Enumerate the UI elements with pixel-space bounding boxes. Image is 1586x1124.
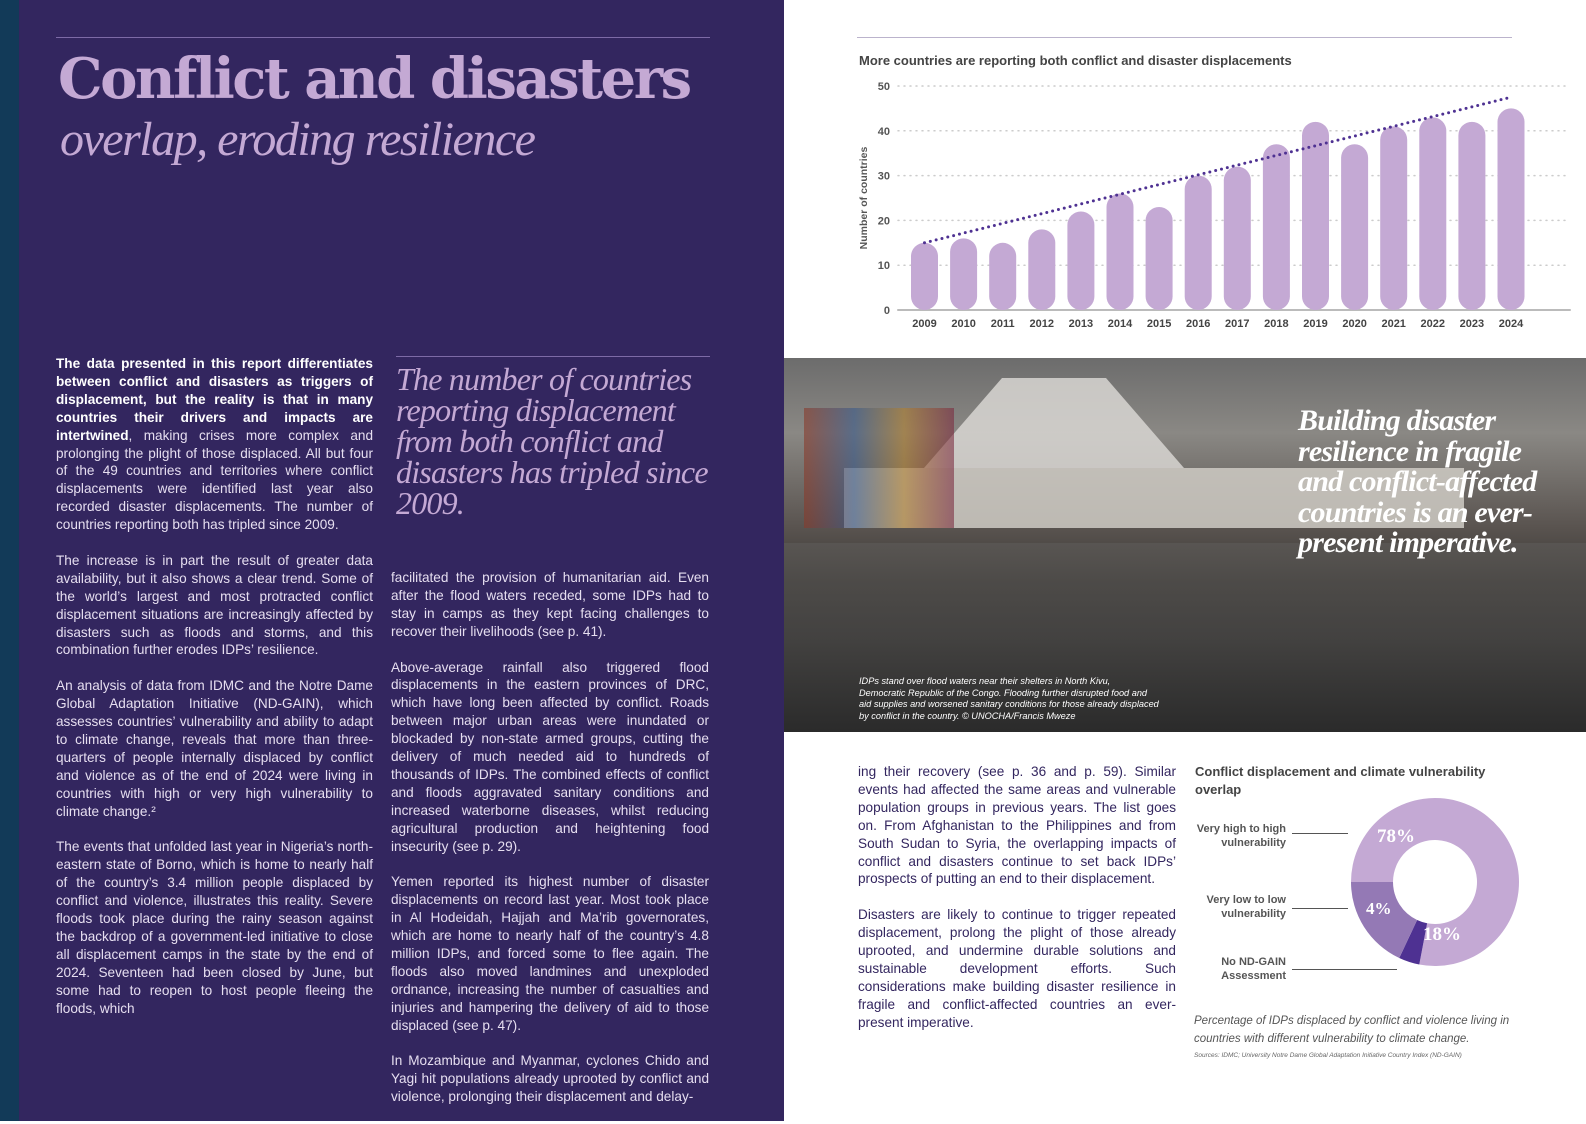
divider: [857, 37, 1512, 38]
bar-chart: [850, 72, 1580, 342]
paragraph: facilitated the provision of humanitarian aid. Even after the flood waters receded, some IDPs had to stay in camps as they kept facing challenges to recover their livelihoods (see p. 41).: [391, 570, 709, 639]
paragraph: The increase is in part the result of greater data availability, but it also shows a clear trend. Some of the world’s largest and most protracted conflict displacement situations are increasingly affected by disasters such as floods and storms, and this combination further erodes IDPs’ resilience.: [56, 552, 373, 658]
legend-label-low: Very low to low vulnerability: [1206, 894, 1286, 920]
bar-2019: [1302, 122, 1329, 310]
bar-2013: [1067, 211, 1094, 310]
bar-2021: [1380, 126, 1407, 310]
bar-2017: [1224, 167, 1251, 310]
body-column-left: [56, 355, 373, 1035]
x-tick-label: 2015: [1146, 318, 1172, 330]
x-tick-label: 2016: [1185, 318, 1211, 330]
bar-2012: [1028, 229, 1055, 310]
paragraph: Above-average rainfall also triggered flood displacements in the eastern provinces of DRC, which have long been affected by conflict. Roads between major urban areas were inundated or blockaded by non-state armed groups, cutting the delivery of much needed aid to hundreds of thousands of IDPs. The combined effects of conflict and floods aggravated sanitary conditions and increased waterborne diseases, whilst reducing agricultural production and heightening food insecurity (see p. 29).: [391, 659, 709, 854]
divider: [56, 37, 710, 38]
x-tick-label: 2019: [1303, 318, 1328, 330]
y-tick-label: 40: [877, 125, 890, 138]
leader-line: [1292, 969, 1397, 970]
bar-chart-title: More countries are reporting both conflict and disaster displacements: [859, 53, 1292, 68]
pull-quote: The number of countries reporting displacement from both conflict and disasters has tripled since 2009.: [396, 361, 708, 521]
bar-2009: [911, 243, 938, 310]
x-tick-label: 2022: [1420, 318, 1446, 330]
body-column-middle: [391, 569, 709, 1124]
x-tick-label: 2021: [1381, 318, 1406, 330]
x-tick-label: 2023: [1459, 318, 1485, 330]
x-tick-label: 2024: [1498, 318, 1524, 330]
x-tick-label: 2011: [990, 318, 1015, 330]
page-subtitle: overlap, eroding resilience: [60, 113, 535, 166]
leader-line: [1292, 908, 1348, 909]
divider: [396, 356, 710, 357]
x-tick-label: 2020: [1342, 318, 1367, 330]
bar-2016: [1185, 176, 1212, 310]
leader-line: [1292, 833, 1348, 834]
bar-2011: [989, 243, 1016, 310]
bar-2023: [1458, 122, 1485, 310]
paragraph: [56, 355, 373, 534]
x-tick-label: 2013: [1068, 318, 1094, 330]
bar-2014: [1107, 194, 1134, 310]
legend-label-none: No ND-GAIN Assessment: [1221, 956, 1286, 982]
slice-label: 78%: [1377, 826, 1415, 847]
bar-2015: [1146, 207, 1173, 310]
slice-label: 18%: [1423, 924, 1461, 945]
bar-2018: [1263, 144, 1290, 310]
donut-chart: [1350, 797, 1520, 967]
paragraph: In Mozambique and Myanmar, cyclones Chido and Yagi hit populations already uprooted by conflict and violence, prolonging their displacement and delay-: [391, 1053, 709, 1105]
photo-caption: IDPs stand over flood waters near their shelters in North Kivu, Democratic Republic of the Congo. Flooding further disrupted food and aid supplies and worsened sanitary conditions for those already displaced by conflict in the country. © UNOCHA/Francis Mweze: [859, 676, 1159, 721]
paragraph: Yemen reported its highest number of disaster displacements on record last year. Most took place in Al Hodeidah, Hajjah and Ma’rib governorates, which are home to nearly half of the country’s 4.8 million IDPs, and forced some to flee again. The floods also moved landmines and unexploded ordnance, increasing the number of casualties and injuries and hampering the delivery of aid to those displaced (see p. 47).: [391, 874, 709, 1033]
y-tick-label: 0: [883, 305, 890, 317]
x-tick-label: 2018: [1264, 318, 1289, 330]
paragraph: ing their recovery (see p. 36 and p. 59). Similar events had affected the same areas and vulnerable population groups in previous years. The list goes on. From Afghanistan to the Philippines and from South Sudan to Syria, the overlapping impacts of conflict and disasters continue to set back IDPs’ prospects of putting an end to their displacement.: [858, 764, 1176, 887]
bar-2022: [1419, 117, 1446, 310]
y-tick-label: 20: [877, 215, 890, 228]
bar-2024: [1498, 108, 1525, 310]
photo-quote: Building disaster resilience in fragile and conflict-affected countries is an ever-present imperative.: [1298, 404, 1537, 559]
source-note: Sources: IDMC; University Notre Dame Global Adaptation Initiative Country Index (ND-GAIN): [1194, 1052, 1462, 1059]
y-tick-label: 30: [877, 170, 890, 183]
paragraph: An analysis of data from IDMC and the Notre Dame Global Adaptation Initiative (ND-GAIN), which assesses countries’ vulnerability and ability to adapt to climate change, reveals that more than three-quarters of people internally displaced by conflict and violence as of the end of 2024 were living in countries with high or very high vulnerability to climate change.²: [56, 678, 373, 819]
slice-label: 4%: [1366, 899, 1392, 918]
donut-chart-title: Conflict displacement and climate vulnerability overlap: [1195, 764, 1486, 797]
bar-2010: [950, 238, 977, 310]
x-tick-label: 2012: [1029, 318, 1055, 330]
x-tick-label: 2010: [951, 318, 976, 330]
x-tick-label: 2009: [912, 318, 937, 330]
bar-2020: [1341, 144, 1368, 310]
x-tick-label: 2017: [1225, 318, 1250, 330]
page-edge-strip: [0, 0, 19, 1121]
paragraph: The events that unfolded last year in Nigeria’s north-eastern state of Borno, which is home to nearly half of the country’s 3.4 million people displaced by conflict and violence, illustrates this reality. Severe floods took place during the rainy season against the backdrop of a government-led initiative to close all displacement camps in the state by the end of 2024. Seventeen had been closed by June, but some had to reopen to host people fleeing the floods, which: [56, 839, 373, 1016]
lead-text: The data presented in this report differentiates between conflict and disasters as triggers of displacement, but the reality is that in many countries their drivers and impacts are intertwined: [56, 356, 373, 443]
y-tick-label: 10: [877, 260, 890, 273]
legend-label-high: Very high to high vulnerability: [1196, 823, 1286, 849]
donut-caption: Percentage of IDPs displaced by conflict and violence living in countries with different vulnerability to climate change.: [1194, 1015, 1510, 1045]
body-column-right: [858, 763, 1176, 1049]
y-tick-label: 50: [877, 81, 890, 93]
paragraph: Disasters are likely to continue to trigger repeated displacement, prolong the plight of those already uprooted, and undermine durable solutions and sustainable development efforts. Such considerations make building disaster resilience in fragile and conflict-affected countries an ever-present imperative.: [858, 907, 1176, 1030]
page-title: Conflict and disasters: [58, 46, 690, 112]
y-axis-label: Number of countries: [858, 146, 870, 250]
paragraph-text: , making crises more complex and prolonging the plight of those displaced. All but four of the 49 countries and territories where conflict displacements were identified last year also recorded disaster displacements. The number of countries reporting both has tripled since 2009.: [56, 427, 373, 533]
x-tick-label: 2014: [1107, 318, 1133, 330]
